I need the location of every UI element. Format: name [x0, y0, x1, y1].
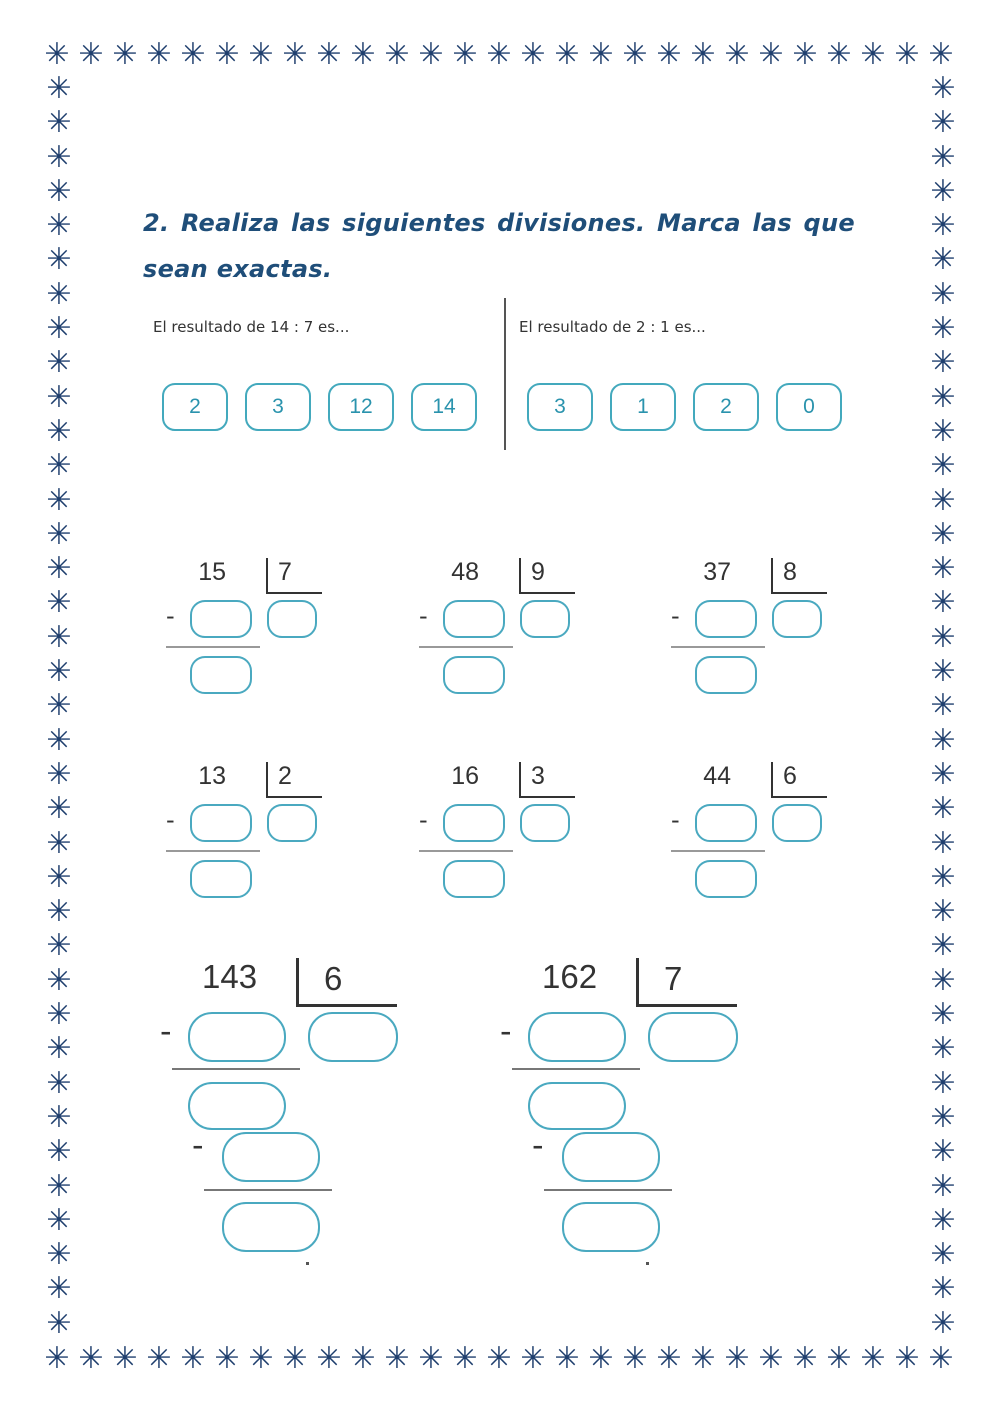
star-ornament-icon: ✳	[452, 1341, 478, 1376]
star-ornament-icon: ✳	[930, 894, 956, 930]
minus-sign: -	[419, 602, 428, 630]
star-ornament-icon: ✳	[384, 37, 410, 72]
star-ornament-icon: ✳	[46, 756, 72, 792]
star-ornament-icon: ✳	[46, 585, 72, 621]
star-ornament-icon: ✳	[46, 859, 72, 895]
star-ornament-icon: ✳	[46, 1031, 72, 1067]
quotient-input[interactable]	[267, 804, 317, 842]
star-ornament-icon: ✳	[930, 71, 956, 106]
subtrahend-input[interactable]	[190, 600, 252, 638]
star-ornament-icon: ✳	[316, 1341, 342, 1376]
quotient-input[interactable]	[520, 804, 570, 842]
result-line	[671, 646, 765, 648]
star-ornament-icon: ✳	[452, 37, 478, 72]
star-ornament-icon: ✳	[46, 413, 72, 449]
star-ornament-icon: ✳	[928, 37, 954, 72]
second-subtrahend-input[interactable]	[562, 1132, 660, 1182]
star-ornament-icon: ✳	[46, 825, 72, 861]
star-ornament-icon: ✳	[930, 619, 956, 655]
division-bracket	[519, 762, 575, 798]
star-ornament-icon: ✳	[46, 894, 72, 930]
exercise-title: 2. Realiza las siguientes divisiones. Marca las que sean exactas.	[143, 209, 855, 283]
star-ornament-icon: ✳	[554, 37, 580, 72]
star-ornament-icon: ✳	[46, 1168, 72, 1204]
division-bracket	[771, 762, 827, 798]
star-ornament-icon: ✳	[46, 173, 72, 209]
dot-mark	[646, 1262, 649, 1265]
result-line	[166, 646, 260, 648]
result-line	[166, 850, 260, 852]
star-ornament-icon: ✳	[930, 825, 956, 861]
star-ornament-icon: ✳	[930, 482, 956, 518]
long-division-exercise	[500, 958, 760, 1278]
star-ornament-icon: ✳	[46, 345, 72, 381]
star-ornament-icon: ✳	[44, 37, 70, 72]
star-ornament-icon: ✳	[930, 276, 956, 312]
dividend: 143	[202, 958, 258, 995]
star-ornament-icon: ✳	[930, 516, 956, 552]
border-right	[926, 72, 960, 1341]
star-ornament-icon: ✳	[930, 585, 956, 621]
subtrahend-input[interactable]	[695, 804, 757, 842]
dividend: 37	[703, 558, 731, 586]
divisor: 6	[324, 960, 343, 997]
star-ornament-icon: ✳	[656, 37, 682, 72]
star-ornament-icon: ✳	[930, 105, 956, 141]
star-ornament-icon: ✳	[930, 1168, 956, 1204]
star-ornament-icon: ✳	[930, 791, 956, 827]
dividend: 48	[451, 558, 479, 586]
star-ornament-icon: ✳	[930, 1305, 956, 1341]
divisor: 6	[783, 762, 797, 790]
option-button[interactable]: 0	[776, 383, 842, 431]
subtrahend-input[interactable]	[190, 804, 252, 842]
star-ornament-icon: ✳	[46, 1202, 72, 1238]
dividend: 15	[198, 558, 226, 586]
divisor: 2	[278, 762, 292, 790]
dot-mark	[306, 1262, 309, 1265]
star-ornament-icon: ✳	[46, 516, 72, 552]
division-bracket	[266, 762, 322, 798]
minus-sign: -	[160, 1012, 172, 1050]
question-divider	[504, 298, 506, 450]
star-ornament-icon: ✳	[690, 1341, 716, 1376]
star-ornament-icon: ✳	[78, 1341, 104, 1376]
result-line	[419, 646, 513, 648]
star-ornament-icon: ✳	[930, 859, 956, 895]
star-ornament-icon: ✳	[622, 1341, 648, 1376]
star-ornament-icon: ✳	[46, 71, 72, 106]
star-ornament-icon: ✳	[928, 1341, 954, 1376]
minus-sign: -	[532, 1126, 544, 1164]
dividend: 162	[542, 958, 598, 995]
star-ornament-icon: ✳	[46, 1271, 72, 1307]
quotient-input[interactable]	[308, 1012, 398, 1062]
question-2-options	[527, 383, 842, 431]
option-button[interactable]: 14	[411, 383, 477, 431]
subtrahend-input[interactable]	[443, 600, 505, 638]
star-ornament-icon: ✳	[930, 379, 956, 415]
star-ornament-icon: ✳	[46, 1065, 72, 1101]
star-ornament-icon: ✳	[46, 962, 72, 998]
option-button[interactable]: 2	[693, 383, 759, 431]
question-1-options	[162, 383, 477, 431]
division-bracket	[519, 558, 575, 594]
question-2-prompt: El resultado de 2 : 1 es...	[519, 318, 706, 336]
star-ornament-icon: ✳	[316, 37, 342, 72]
remainder-input[interactable]	[695, 656, 757, 694]
division-exercise	[671, 762, 841, 912]
division-exercise	[166, 762, 336, 912]
option-button[interactable]: 2	[162, 383, 228, 431]
quotient-input[interactable]	[520, 600, 570, 638]
star-ornament-icon: ✳	[930, 413, 956, 449]
star-ornament-icon: ✳	[46, 276, 72, 312]
remainder-input[interactable]	[443, 860, 505, 898]
dividend: 16	[451, 762, 479, 790]
result-line	[204, 1189, 332, 1191]
star-ornament-icon: ✳	[930, 551, 956, 587]
quotient-input[interactable]	[772, 804, 822, 842]
star-ornament-icon: ✳	[792, 1341, 818, 1376]
star-ornament-icon: ✳	[930, 242, 956, 278]
star-ornament-icon: ✳	[930, 756, 956, 792]
star-ornament-icon: ✳	[894, 1341, 920, 1376]
subtrahend-input[interactable]	[188, 1012, 286, 1062]
star-ornament-icon: ✳	[350, 37, 376, 72]
star-ornament-icon: ✳	[724, 1341, 750, 1376]
star-ornament-icon: ✳	[758, 37, 784, 72]
star-ornament-icon: ✳	[930, 1031, 956, 1067]
long-division-exercise	[160, 958, 420, 1278]
division-bracket	[296, 958, 397, 1007]
star-ornament-icon: ✳	[724, 37, 750, 72]
star-ornament-icon: ✳	[112, 37, 138, 72]
star-ornament-icon: ✳	[930, 345, 956, 381]
border-top	[40, 38, 958, 72]
result-line	[172, 1068, 300, 1070]
star-ornament-icon: ✳	[930, 1202, 956, 1238]
star-ornament-icon: ✳	[930, 448, 956, 484]
subtrahend-input[interactable]	[695, 600, 757, 638]
star-ornament-icon: ✳	[282, 1341, 308, 1376]
partial-remainder-input[interactable]	[188, 1082, 286, 1130]
divisor: 9	[531, 558, 545, 586]
star-ornament-icon: ✳	[554, 1341, 580, 1376]
star-ornament-icon: ✳	[46, 688, 72, 724]
star-ornament-icon: ✳	[384, 1341, 410, 1376]
star-ornament-icon: ✳	[860, 1341, 886, 1376]
star-ornament-icon: ✳	[46, 997, 72, 1033]
border-bottom	[40, 1342, 958, 1376]
star-ornament-icon: ✳	[46, 619, 72, 655]
remainder-input[interactable]	[695, 860, 757, 898]
division-exercise	[419, 558, 589, 708]
star-ornament-icon: ✳	[930, 1065, 956, 1101]
star-ornament-icon: ✳	[860, 37, 886, 72]
remainder-input[interactable]	[190, 860, 252, 898]
star-ornament-icon: ✳	[520, 1341, 546, 1376]
star-ornament-icon: ✳	[46, 791, 72, 827]
subtrahend-input[interactable]	[528, 1012, 626, 1062]
star-ornament-icon: ✳	[588, 1341, 614, 1376]
minus-sign: -	[671, 806, 680, 834]
star-ornament-icon: ✳	[690, 37, 716, 72]
star-ornament-icon: ✳	[46, 242, 72, 278]
star-ornament-icon: ✳	[180, 1341, 206, 1376]
remainder-input[interactable]	[443, 656, 505, 694]
minus-sign: -	[500, 1012, 512, 1050]
star-ornament-icon: ✳	[930, 1271, 956, 1307]
star-ornament-icon: ✳	[418, 1341, 444, 1376]
minus-sign: -	[166, 602, 175, 630]
remainder-input[interactable]	[190, 656, 252, 694]
star-ornament-icon: ✳	[656, 1341, 682, 1376]
question-1-prompt: El resultado de 14 : 7 es...	[153, 318, 350, 336]
star-ornament-icon: ✳	[46, 208, 72, 244]
quotient-input[interactable]	[267, 600, 317, 638]
star-ornament-icon: ✳	[486, 1341, 512, 1376]
dividend: 13	[198, 762, 226, 790]
minus-sign: -	[192, 1126, 204, 1164]
star-ornament-icon: ✳	[930, 139, 956, 175]
star-ornament-icon: ✳	[180, 37, 206, 72]
star-ornament-icon: ✳	[46, 139, 72, 175]
division-exercise	[419, 762, 589, 912]
minus-sign: -	[166, 806, 175, 834]
star-ornament-icon: ✳	[46, 1305, 72, 1341]
star-ornament-icon: ✳	[46, 379, 72, 415]
star-ornament-icon: ✳	[930, 654, 956, 690]
star-ornament-icon: ✳	[146, 1341, 172, 1376]
star-ornament-icon: ✳	[930, 1134, 956, 1170]
star-ornament-icon: ✳	[44, 1341, 70, 1376]
border-left	[42, 72, 76, 1341]
star-ornament-icon: ✳	[46, 482, 72, 518]
division-bracket	[266, 558, 322, 594]
star-ornament-icon: ✳	[930, 997, 956, 1033]
star-ornament-icon: ✳	[46, 311, 72, 347]
second-subtrahend-input[interactable]	[222, 1132, 320, 1182]
star-ornament-icon: ✳	[46, 551, 72, 587]
divisor: 8	[783, 558, 797, 586]
minus-sign: -	[671, 602, 680, 630]
star-ornament-icon: ✳	[588, 37, 614, 72]
result-line	[419, 850, 513, 852]
division-bracket	[771, 558, 827, 594]
star-ornament-icon: ✳	[214, 1341, 240, 1376]
star-ornament-icon: ✳	[46, 448, 72, 484]
star-ornament-icon: ✳	[930, 311, 956, 347]
dividend: 44	[703, 762, 731, 790]
result-line	[544, 1189, 672, 1191]
star-ornament-icon: ✳	[758, 1341, 784, 1376]
result-line	[512, 1068, 640, 1070]
star-ornament-icon: ✳	[622, 37, 648, 72]
minus-sign: -	[419, 806, 428, 834]
star-ornament-icon: ✳	[248, 1341, 274, 1376]
star-ornament-icon: ✳	[112, 1341, 138, 1376]
star-ornament-icon: ✳	[418, 37, 444, 72]
star-ornament-icon: ✳	[46, 1099, 72, 1135]
star-ornament-icon: ✳	[894, 37, 920, 72]
star-ornament-icon: ✳	[46, 1237, 72, 1273]
quotient-input[interactable]	[648, 1012, 738, 1062]
star-ornament-icon: ✳	[930, 962, 956, 998]
star-ornament-icon: ✳	[930, 1099, 956, 1135]
star-ornament-icon: ✳	[930, 688, 956, 724]
option-button[interactable]: 12	[328, 383, 394, 431]
star-ornament-icon: ✳	[826, 37, 852, 72]
division-bracket	[636, 958, 737, 1007]
divisor: 7	[278, 558, 292, 586]
star-ornament-icon: ✳	[520, 37, 546, 72]
star-ornament-icon: ✳	[792, 37, 818, 72]
star-ornament-icon: ✳	[930, 173, 956, 209]
star-ornament-icon: ✳	[78, 37, 104, 72]
option-button[interactable]: 1	[610, 383, 676, 431]
option-button[interactable]: 3	[527, 383, 593, 431]
quotient-input[interactable]	[772, 600, 822, 638]
result-line	[671, 850, 765, 852]
remainder-input[interactable]	[562, 1202, 660, 1252]
partial-remainder-input[interactable]	[528, 1082, 626, 1130]
star-ornament-icon: ✳	[826, 1341, 852, 1376]
divisor: 7	[664, 960, 683, 997]
star-ornament-icon: ✳	[248, 37, 274, 72]
star-ornament-icon: ✳	[46, 722, 72, 758]
star-ornament-icon: ✳	[46, 105, 72, 141]
star-ornament-icon: ✳	[146, 37, 172, 72]
star-ornament-icon: ✳	[930, 928, 956, 964]
division-exercise	[671, 558, 841, 708]
star-ornament-icon: ✳	[486, 37, 512, 72]
divisor: 3	[531, 762, 545, 790]
star-ornament-icon: ✳	[282, 37, 308, 72]
star-ornament-icon: ✳	[930, 722, 956, 758]
division-exercise	[166, 558, 336, 708]
subtrahend-input[interactable]	[443, 804, 505, 842]
star-ornament-icon: ✳	[930, 1237, 956, 1273]
remainder-input[interactable]	[222, 1202, 320, 1252]
star-ornament-icon: ✳	[930, 208, 956, 244]
option-button[interactable]: 3	[245, 383, 311, 431]
star-ornament-icon: ✳	[46, 654, 72, 690]
star-ornament-icon: ✳	[46, 1134, 72, 1170]
star-ornament-icon: ✳	[350, 1341, 376, 1376]
star-ornament-icon: ✳	[46, 928, 72, 964]
star-ornament-icon: ✳	[214, 37, 240, 72]
